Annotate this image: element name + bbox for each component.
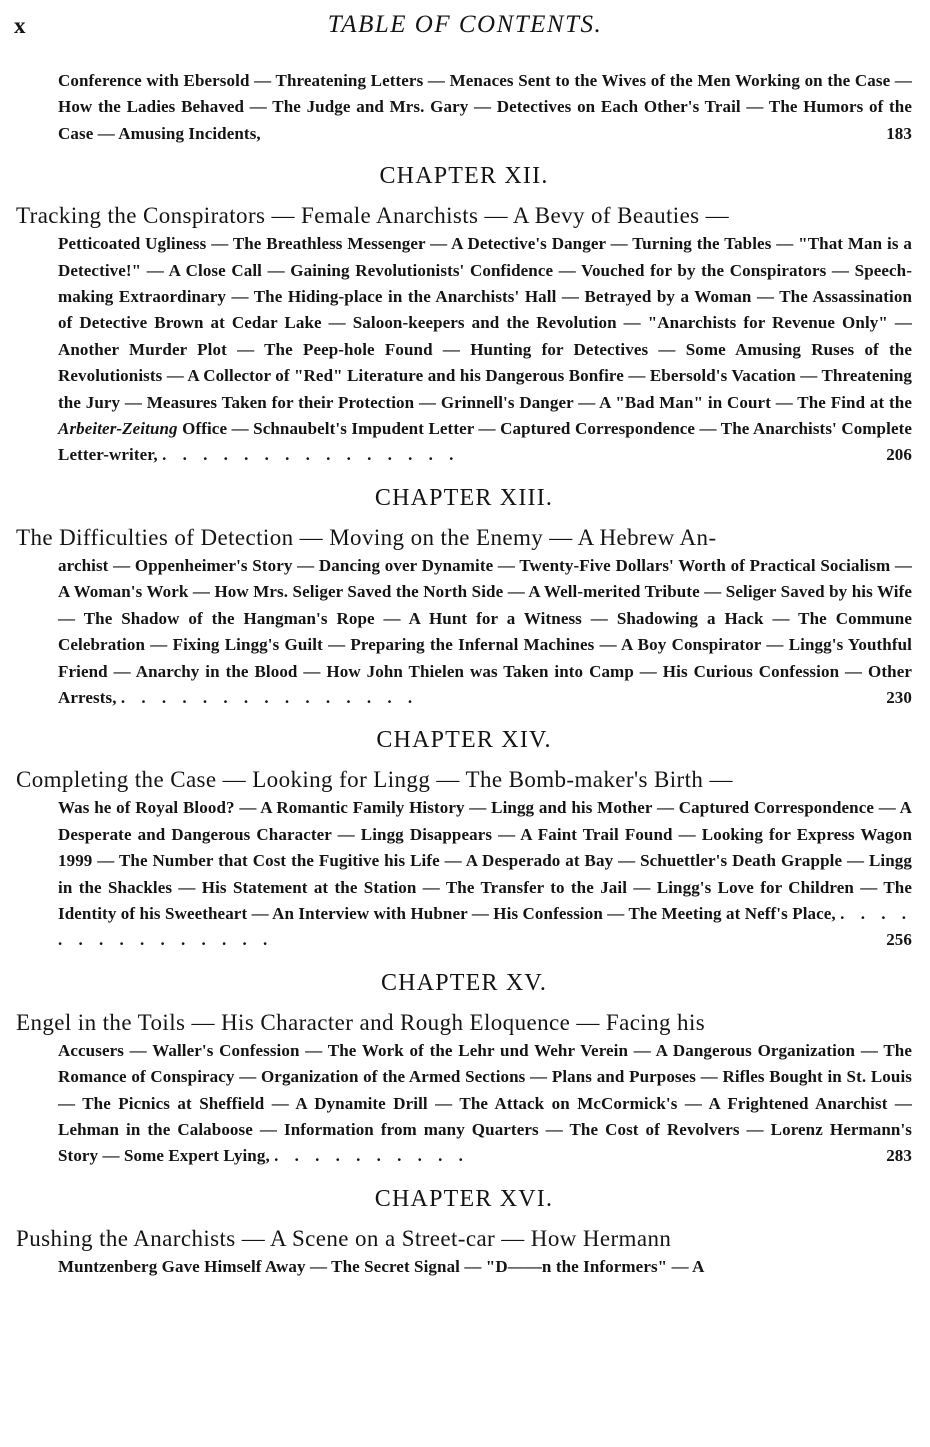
dot-leader: . . . . . . . . . . . . . . . bbox=[120, 687, 419, 707]
running-header bbox=[0, 8, 930, 44]
chapter-block bbox=[16, 161, 912, 469]
entry-text-continued: Office — Schnaubelt's Impudent Letter — Captured Correspondence — The Anarchists' Complete Letter-writer, bbox=[58, 419, 912, 465]
chapter-contents bbox=[16, 1008, 912, 1170]
chapter-contents bbox=[16, 523, 912, 711]
dot-leader: . . . . . . . . . . . . . . . bbox=[162, 445, 460, 465]
entry-italic-text: Arbeiter-Zeitung bbox=[58, 419, 178, 439]
entry-page-number: 283 bbox=[886, 1146, 912, 1166]
entry-text: Accusers — Waller's Confession — The Work of the Lehr und Wehr Verein — A Dangerous Organization — The Romance of Conspiracy — Organization of the Armed Sections — Plans and Purposes — Rifles Bought in St. Louis — The Picnics at Sheffield — A Dynamite Drill — The Attack on McCormick's — A Frightened Anarchist — Lehman in the Calaboose — Information from many Quarters — The Cost of Revolvers — Lorenz Hermann's Story — Some Expert Lying, bbox=[58, 1040, 912, 1166]
entry-text: archist — Oppenheimer's Story — Dancing over Dynamite — Twenty-Five Dollars' Worth of Practical Socialism — A Woman's Work — How Mrs. Seliger Saved the North Side — A Well-merited Tribute — Seliger Saved by his Wife — The Shadow of the Hangman's Rope — A Hunt for a Witness — Shadowing a Hack — The Commune Celebration — Fixing Lingg's Guilt — Preparing the Infernal Machines — A Boy Conspirator — Lingg's Youthful Friend — Anarchy in the Blood — How John Thielen was Taken into Camp — His Curious Confession — Other Arrests, bbox=[58, 555, 912, 707]
entry-text: Muntzenberg Gave Himself Away — The Secret Signal — "D——n the Informers" — A bbox=[58, 1256, 705, 1276]
table-of-contents bbox=[16, 68, 912, 1280]
entry-page-number: 206 bbox=[886, 445, 912, 465]
entry-text: Conference with Ebersold — Threatening Letters — Menaces Sent to the Wives of the Men Working on the Case — How the Ladies Behaved — The Judge and Mrs. Gary — Detectives on Each Other's Trail — The Humors of the Case — Amusing Incidents, bbox=[58, 71, 912, 143]
entry-page-number: 256 bbox=[886, 930, 912, 950]
chapter-lead-line: Engel in the Toils — His Character and Rough Eloquence — Facing his bbox=[16, 1009, 706, 1035]
chapter-contents bbox=[16, 1224, 912, 1280]
chapter-block bbox=[16, 968, 912, 1170]
chapter-lead-line: The Difficulties of Detection — Moving on the Enemy — A Hebrew An- bbox=[16, 524, 717, 550]
continued-entry bbox=[16, 68, 912, 147]
chapter-block bbox=[16, 1184, 912, 1280]
dot-leader: . . . . . . . . . . . . . . . bbox=[58, 903, 913, 950]
chapter-heading: CHAPTER XII. bbox=[379, 163, 549, 190]
chapter-heading: CHAPTER XV. bbox=[380, 969, 548, 996]
chapter-contents bbox=[16, 765, 912, 953]
chapter-block bbox=[16, 483, 912, 711]
page-title: TABLE OF CONTENTS. bbox=[327, 11, 603, 38]
entry-text: Was he of Royal Blood? — A Romantic Family History — Lingg and his Mother — Captured Correspondence — A Desperate and Dangerous Character — Lingg Disappears — A Faint Trail Found — Looking for Express Wagon 1999 — The Number that Cost the Fugitive his Life — A Desperado at Bay — Schuettler's Death Grapple — Lingg in the Shackles — His Statement at the Station — The Transfer to the Jail — Lingg's Love for Children — The Identity of his Sweetheart — An Interview with Hubner — His Confession — The Meeting at Neff's Place, bbox=[58, 798, 912, 923]
page-numeral: x bbox=[14, 13, 26, 38]
chapter-lead-line: Tracking the Conspirators — Female Anarchists — A Bevy of Beauties — bbox=[16, 203, 730, 229]
chapter-heading: CHAPTER XIII. bbox=[374, 484, 554, 511]
entry-page-number: 183 bbox=[886, 123, 912, 143]
chapter-block bbox=[16, 725, 912, 953]
dot-leader: . . . . . . . . . . bbox=[274, 1146, 469, 1166]
chapter-heading: CHAPTER XVI. bbox=[374, 1185, 554, 1212]
chapter-heading: CHAPTER XIV. bbox=[376, 727, 552, 754]
entry-text: Petticoated Ugliness — The Breathless Messenger — A Detective's Danger — Turning the Tables — "That Man is a Detective!" — A Close Call — Gaining Revolutionists' Confidence — Vouched for by the Conspirators — Speech-making Extraordinary — The Hiding-place in the Anarchists' Hall — Betrayed by a Woman — The Assassination of Detective Brown at Cedar Lake — Saloon-keepers and the Revolution — "Anarchists for Revenue Only" — Another Murder Plot — The Peep-hole Found — Hunting for Detectives — Some Amusing Ruses of the Revolutionists — A Collector of "Red" Literature and his Dangerous Bonfire — Ebersold's Vacation — Threatening the Jury — Measures Taken for their Protection — Grinnell's Danger — A "Bad Man" in Court — The Find at the bbox=[58, 234, 912, 412]
chapter-contents bbox=[16, 201, 912, 469]
chapter-lead-line: Pushing the Anarchists — A Scene on a Street-car — How Hermann bbox=[16, 1225, 672, 1251]
chapter-lead-line: Completing the Case — Looking for Lingg — The Bomb-maker's Birth — bbox=[16, 767, 733, 793]
entry-page-number: 230 bbox=[886, 687, 912, 707]
